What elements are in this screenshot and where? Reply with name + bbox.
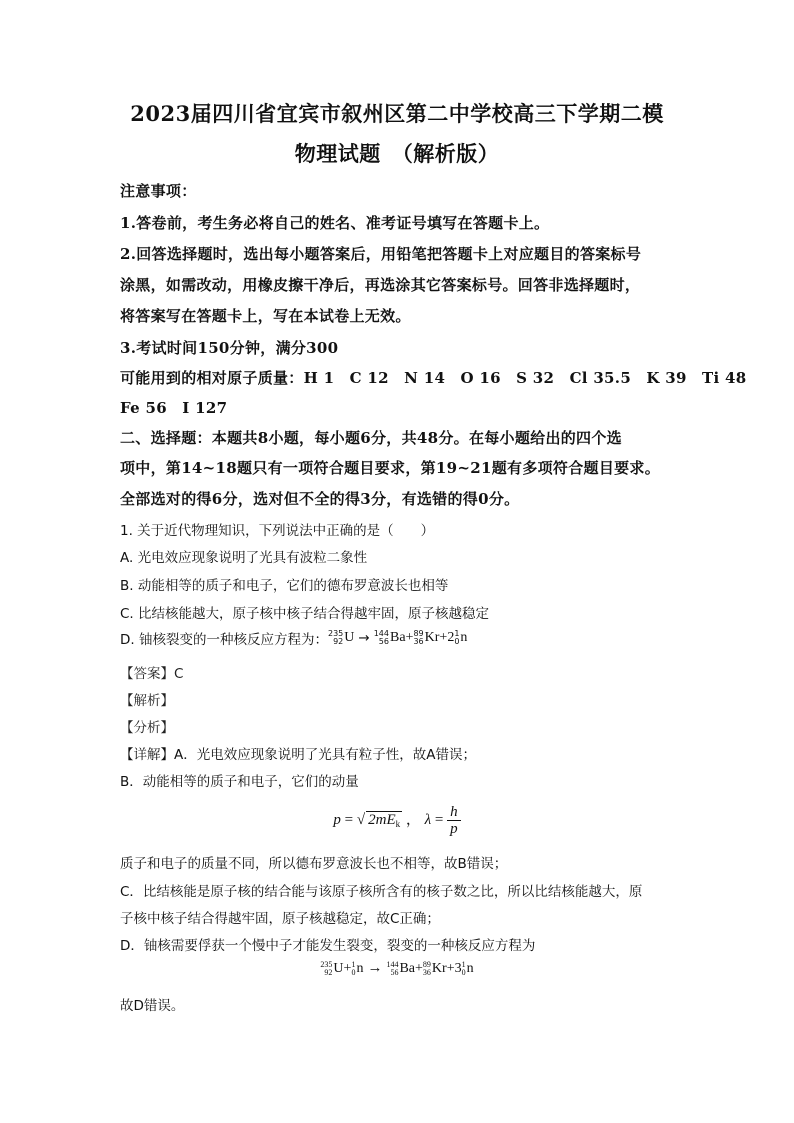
krypton-nuclide-2: 89 36: [422, 959, 431, 977]
reaction-equation-1: [328, 630, 467, 646]
neutron-nuclide-in: 1 0: [351, 959, 356, 977]
detail-c-1: C．比结核能是原子核的结合能与该原子核所含有的核子数之比，所以比结核能越大，原: [120, 884, 643, 900]
sqrt-content: $2mE_k$: [368, 811, 401, 829]
detail-d-2: 故D错误。: [120, 998, 185, 1014]
barium-nuclide-2: 144 56: [386, 959, 399, 977]
answer-label: 【答案】C: [120, 666, 184, 682]
plus-sign-1: +: [415, 960, 423, 976]
detail-d-1: D．铀核需要俘获一个慢中子才能发生裂变，裂变的一种核反应方程为: [120, 938, 536, 954]
question-1-option-a: A. 光电效应现象说明了光具有波粒二象性: [120, 550, 368, 566]
notes-heading: 注意事项：: [120, 182, 197, 200]
analysis-label: 【解析】: [120, 693, 174, 709]
title-line-1: 2023届四川省宜宾市叙州区第二中学校高三下学期二模: [130, 101, 664, 126]
formula-eq: =: [344, 811, 354, 828]
formula-p: p: [333, 811, 341, 828]
plus-coefficient: +2: [439, 630, 455, 645]
neutron-symbol: n: [460, 630, 468, 645]
uranium-symbol-2: U: [333, 960, 344, 976]
barium-nuclide: 144 56: [373, 629, 389, 646]
uranium-nuclide: 235 92: [327, 629, 344, 646]
krypton-nuclide: 89 36: [413, 629, 424, 646]
momentum-formula: [0, 804, 794, 837]
plus-coefficient-2: +3: [446, 960, 462, 976]
section-line-1: 二、选择题：本题共8小题，每小题6分，共48分。在每小题给出的四个选: [120, 429, 622, 447]
question-1-stem: 1. 关于近代物理知识，下列说法中正确的是（ ）: [120, 523, 435, 539]
reaction-arrow: →: [358, 630, 370, 646]
section-line-3: 全部选对的得6分，选对但不全的得3分，有选错的得0分。: [120, 490, 520, 508]
section-line-2: 项中，第14~18题只有一项符合题目要求，第19~21题有多项符合题目要求。: [120, 459, 661, 477]
reaction-arrow-2: →: [367, 960, 383, 976]
note-item-1: 1.答卷前，考生务必将自己的姓名、准考证号填写在答题卡上。: [120, 214, 550, 232]
plus-sign: +: [405, 630, 414, 645]
question-1-option-d: [120, 628, 467, 648]
question-1-option-c: C. 比结核能越大，原子核中核子结合得越牢固，原子核越稳定: [120, 606, 490, 622]
atomic-mass-line-a: 可能用到的相对原子质量：H 1 C 12 N 14 O 16 S 32 Cl 35.5 K 39 Ti 48: [120, 369, 747, 387]
note-item-2a: 2.回答选择题时，选出每小题答案后，用铅笔把答题卡上对应题目的答案标号: [120, 245, 642, 263]
plus-sign-0: +: [343, 960, 352, 976]
barium-symbol: Ba: [389, 630, 406, 645]
detail-b-2: 质子和电子的质量不同，所以德布罗意波长也不相等，故B错误；: [120, 856, 508, 872]
fraction-h-over-p: $\frac{h}{p}$: [447, 804, 461, 837]
title-line-2: 物理试题 （解析版）: [294, 141, 500, 166]
note-item-2b: 涂黑，如需改动，用橡皮擦干净后，再选涂其它答案标号。回答非选择题时，: [120, 276, 641, 294]
reaction-equation-2: [0, 960, 794, 977]
neutron-symbol-in: n: [356, 960, 364, 976]
formula-comma: ，: [405, 811, 421, 828]
fenxi-label: 【分析】: [120, 720, 174, 736]
detail-c-2: 子核中核子结合得越牢固，原子核越稳定，故C正确；: [120, 911, 440, 927]
formula-eq-2: =: [434, 811, 444, 828]
question-1-option-b: B. 动能相等的质子和电子，它们的德布罗意波长也相等: [120, 578, 449, 594]
neutron-nuclide-out: 1 0: [461, 959, 466, 977]
note-item-3: 3.考试时间150分钟，满分300: [120, 339, 339, 357]
detail-a: 【详解】A．光电效应现象说明了光具有粒子性，故A错误；: [120, 747, 476, 763]
atomic-mass-line-b: Fe 56 I 127: [120, 399, 228, 417]
barium-symbol-2: Ba: [399, 960, 415, 976]
krypton-symbol-2: Kr: [431, 960, 447, 976]
option-d-text: D. 铀核裂变的一种核反应方程为：: [120, 632, 328, 648]
detail-b: B．动能相等的质子和电子，它们的动量: [120, 774, 359, 790]
uranium-nuclide-2: 235 92: [320, 959, 333, 977]
neutron-symbol-out: n: [466, 960, 474, 976]
formula-lambda: λ: [424, 811, 432, 828]
uranium-symbol: U: [344, 630, 355, 645]
sqrt-sign: √: [356, 811, 366, 828]
note-item-2c: 将答案写在答题卡上，写在本试卷上无效。: [120, 307, 411, 325]
krypton-symbol: Kr: [424, 630, 440, 645]
neutron-nuclide: 1 0: [454, 629, 460, 646]
